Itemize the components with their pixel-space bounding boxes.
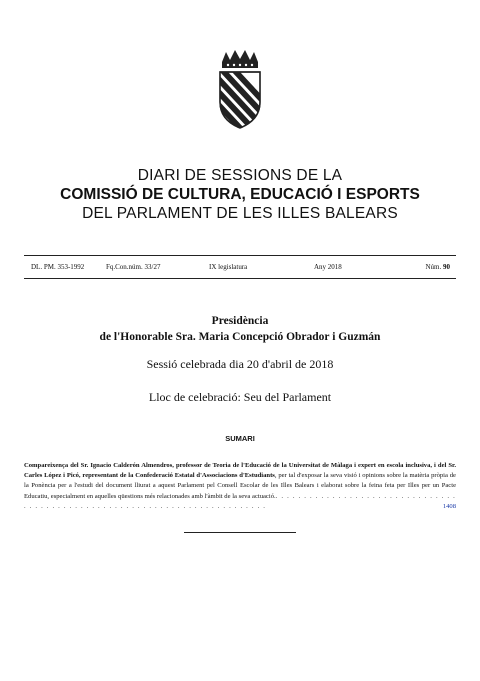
summary-heading: SUMARI bbox=[225, 434, 255, 443]
summary-entry-text: , per tal d'exposar la seva visió i opinions sobre la matèria pròpia de la Ponència per a l'estudi del document lliurat a aquest Parlament pel Consell Escolar de les Illes Balears i elaborat sobre la feina feta per Illes per un Pacte Educatiu, especialment en aquelles qüestions més relacionades amb l'àmbit de la seva actuació. bbox=[24, 472, 456, 500]
meta-number-label: Núm. bbox=[425, 263, 442, 271]
presidency-heading: Presidència bbox=[211, 315, 269, 327]
meta-year: Any 2018 bbox=[314, 263, 342, 271]
title-line-3: DEL PARLAMENT DE LES ILLES BALEARS bbox=[82, 205, 398, 222]
session-date: Sessió celebrada dia 20 d'abril de 2018 bbox=[146, 357, 334, 371]
summary-entry-bold: Compareixença del Sr. Ignacio Calderón Almendros, professor de Teoria de l'Educació de la Universitat de Màlaga i expert en escola inclusiva, i del Sr. Carles López i Picó, representant de la Confederació Estatal d'Associacions d'Estudiants bbox=[24, 462, 456, 480]
session-location: Lloc de celebració: Seu del Parlament bbox=[148, 390, 332, 404]
meta-fq: Fq.Con.núm. 33/27 bbox=[106, 263, 161, 271]
meta-legislatura: IX legislatura bbox=[209, 263, 248, 271]
document-title bbox=[0, 166, 480, 223]
summary-page-link[interactable]: 1408 bbox=[441, 502, 456, 512]
title-line-1: DIARI DE SESSIONS DE LA bbox=[137, 167, 343, 184]
summary-entry[interactable] bbox=[24, 461, 456, 512]
summary-dot-leader: . . . . . . . . . . . . . . . . . . . . . . . . . . . . . . . . . . . . . . . . . . . . . . . . . . . . . . . . . . . . . . . . . . . . . . . . . . . bbox=[24, 492, 456, 510]
meta-dl: DL. PM. 353-1992 bbox=[31, 263, 85, 271]
meta-number-value: 90 bbox=[443, 263, 450, 271]
title-line-2: COMISSIÓ DE CULTURA, EDUCACIÓ I ESPORTS bbox=[60, 186, 420, 203]
publication-meta-row bbox=[24, 255, 456, 279]
meta-number bbox=[426, 256, 451, 278]
parliament-crest-icon bbox=[208, 50, 272, 130]
end-divider bbox=[184, 532, 296, 533]
presidency-block bbox=[0, 313, 480, 345]
presidency-name: de l'Honorable Sra. Maria Concepció Obrador i Guzmán bbox=[99, 331, 381, 343]
